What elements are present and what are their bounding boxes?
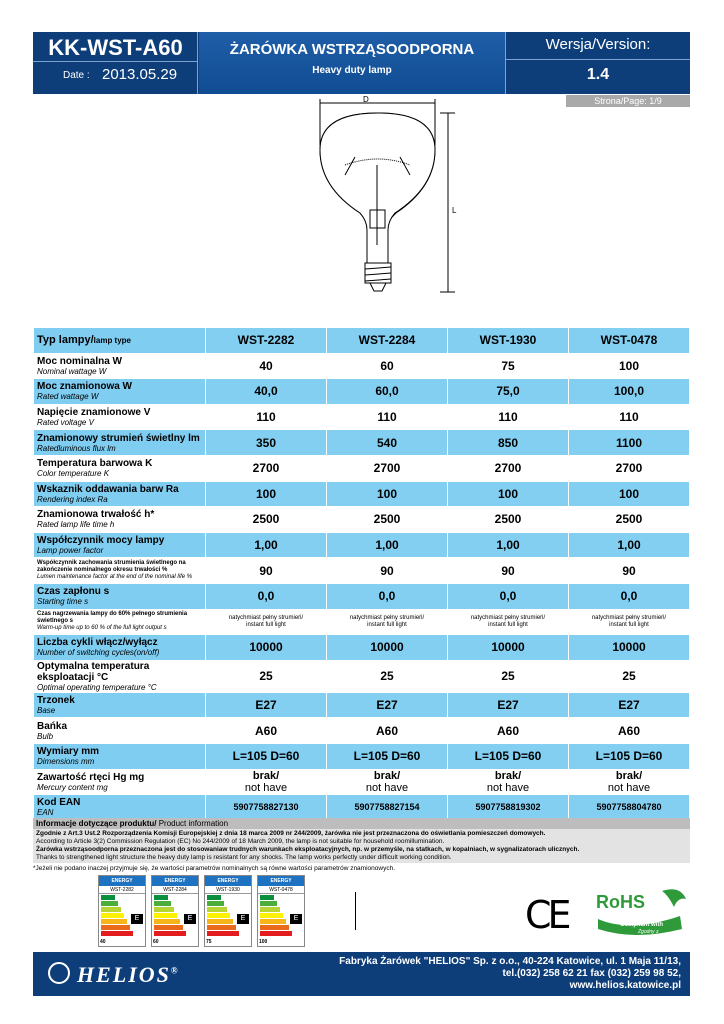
cell-value: 540 xyxy=(327,430,448,456)
cell-value: brak/ not have xyxy=(327,769,448,795)
cell-value: A60 xyxy=(448,718,569,744)
cell-value: 100 xyxy=(206,481,327,507)
row-label: Czas nagrzewania lampy do 60% pełnego strumienia świetlnego s Warm-up time up to 60 % of the full light output s xyxy=(34,609,206,635)
company-website: www.helios.katowice.pl xyxy=(569,980,681,991)
cell-value: 90 xyxy=(448,558,569,584)
cell-value: L=105 D=60 xyxy=(448,743,569,769)
cell-value: L=105 D=60 xyxy=(206,743,327,769)
cell-value: 2700 xyxy=(448,455,569,481)
cell-value: L=105 D=60 xyxy=(327,743,448,769)
cell-value: 110 xyxy=(206,404,327,430)
cell-value: 2500 xyxy=(448,507,569,533)
cell-value: brak/ not have xyxy=(569,769,690,795)
row-label: Wskaznik oddawania barw Ra Rendering index Ra xyxy=(34,481,206,507)
separator-line xyxy=(355,892,356,930)
table-row xyxy=(34,532,690,558)
page-number: Strona/Page: 1/9 xyxy=(566,95,690,107)
cell-value: 2700 xyxy=(206,455,327,481)
row-label: Moc nominalna W Nominal wattage W xyxy=(34,353,206,379)
row-label: Optymalna temperatura eksploatacji °C Optimal operating temperature °C xyxy=(34,660,206,692)
cell-value: L=105 D=60 xyxy=(569,743,690,769)
company-footer xyxy=(33,952,690,996)
row-label: Znamionowy strumień świetlny lm Ratedluminous flux lm xyxy=(34,430,206,456)
energy-label: ENERGY WST-2282 E 40 xyxy=(98,875,146,947)
cell-value: 2500 xyxy=(569,507,690,533)
cell-value: 100 xyxy=(448,481,569,507)
col-header: WST-2284 xyxy=(327,328,448,354)
footnote: *Jeżeli nie podano inaczej przyjmuje się, że wartości parametrów nominalnych są równe wartości parametrów znamionowych. xyxy=(33,865,395,872)
table-row xyxy=(34,404,690,430)
cell-value: 25 xyxy=(569,660,690,692)
cell-value: natychmiast pełny strumień/ instant full light xyxy=(206,609,327,635)
row-label: Wymiary mm Dimensions mm xyxy=(34,743,206,769)
header-left-block xyxy=(33,32,198,94)
cell-value: 25 xyxy=(206,660,327,692)
cell-value: 850 xyxy=(448,430,569,456)
cell-value: natychmiast pełny strumień/ instant full light xyxy=(327,609,448,635)
cell-value: 1100 xyxy=(569,430,690,456)
cell-value: 2500 xyxy=(327,507,448,533)
cell-value: 100,0 xyxy=(569,379,690,405)
cell-value: 40 xyxy=(206,353,327,379)
row-label: Czas zapłonu s Starting time s xyxy=(34,583,206,609)
cell-value: 110 xyxy=(327,404,448,430)
version-label: Wersja/Version: xyxy=(506,36,690,60)
table-row xyxy=(34,558,690,584)
cell-value: 10000 xyxy=(569,635,690,661)
table-row xyxy=(34,718,690,744)
cell-value: 60 xyxy=(327,353,448,379)
cell-value: 100 xyxy=(569,481,690,507)
cell-value: 0,0 xyxy=(448,583,569,609)
table-row xyxy=(34,481,690,507)
cell-value: 350 xyxy=(206,430,327,456)
table-row xyxy=(34,743,690,769)
cell-value: 100 xyxy=(327,481,448,507)
row-label: Bańka Bulb xyxy=(34,718,206,744)
cell-value: 5907758827130 xyxy=(206,795,327,821)
cell-value: 90 xyxy=(569,558,690,584)
cell-value: E27 xyxy=(448,692,569,718)
date-label: Date : xyxy=(63,70,90,81)
cell-value: 2700 xyxy=(569,455,690,481)
row-label: Znamionowa trwałość h* Rated lamp life time h xyxy=(34,507,206,533)
row-label: Trzonek Base xyxy=(34,692,206,718)
table-row xyxy=(34,635,690,661)
energy-label: ENERGY WST-1930 E 75 xyxy=(204,875,252,947)
table-row xyxy=(34,430,690,456)
cell-value: 1,00 xyxy=(327,532,448,558)
cell-value: E27 xyxy=(206,692,327,718)
cell-value: 10000 xyxy=(206,635,327,661)
cell-value: 90 xyxy=(206,558,327,584)
row-label: Współczynnik mocy lampy Lamp power factor xyxy=(34,532,206,558)
table-row xyxy=(34,769,690,795)
table-row xyxy=(34,353,690,379)
row-label: Moc znamionowa W Rated wattage W xyxy=(34,379,206,405)
cell-value: 5907758827154 xyxy=(327,795,448,821)
header-title-block xyxy=(199,32,505,94)
cell-value: E27 xyxy=(327,692,448,718)
cell-value: 110 xyxy=(448,404,569,430)
table-row xyxy=(34,455,690,481)
table-row xyxy=(34,692,690,718)
row-label: Napięcie znamionowe V Rated voltage V xyxy=(34,404,206,430)
table-row xyxy=(34,507,690,533)
company-address: Fabryka Żarówek "HELIOS" Sp. z o.o., 40-224 Katowice, ul. 1 Maja 11/13, tel.(032) 258 62 21 fax (032) 259 98 52, www.helios.katowice.pl xyxy=(283,956,681,992)
rohs-text: RoHS xyxy=(596,892,645,912)
product-code: KK-WST-A60 xyxy=(33,34,198,62)
table-row xyxy=(34,795,690,821)
row-label: Temperatura barwowa K Color temperature K xyxy=(34,455,206,481)
col-header: WST-2282 xyxy=(206,328,327,354)
cell-value: 0,0 xyxy=(569,583,690,609)
product-info-heading: Informacje dotyczące produktu/ Product information xyxy=(33,818,690,829)
dimension-d-label: D xyxy=(363,95,369,104)
ce-mark: CE xyxy=(525,893,568,937)
lamp-type-header: Typ lampy/lamp type xyxy=(34,328,206,354)
cell-value: 110 xyxy=(569,404,690,430)
energy-label: ENERGY WST-0478 E 100 xyxy=(257,875,305,947)
cell-value: 100 xyxy=(569,353,690,379)
document-header xyxy=(33,32,690,94)
cell-value: 40,0 xyxy=(206,379,327,405)
cell-value: 5907758804780 xyxy=(569,795,690,821)
table-row xyxy=(34,660,690,692)
table-row xyxy=(34,583,690,609)
cell-value: 25 xyxy=(448,660,569,692)
col-header: WST-0478 xyxy=(569,328,690,354)
cell-value: 1,00 xyxy=(206,532,327,558)
cell-value: 75 xyxy=(448,353,569,379)
cell-value: natychmiast pełny strumień/ instant full light xyxy=(448,609,569,635)
cell-value: 1,00 xyxy=(569,532,690,558)
helios-logo: HELIOS® xyxy=(77,962,180,987)
cell-value: 10000 xyxy=(448,635,569,661)
row-label: Liczba cykli włącz/wyłącz Number of switching cycles(on/off) xyxy=(34,635,206,661)
cell-value: 25 xyxy=(327,660,448,692)
cell-value: 60,0 xyxy=(327,379,448,405)
lamp-dimension-drawing xyxy=(290,95,490,295)
version-value: 1.4 xyxy=(586,66,610,83)
specification-table xyxy=(33,327,690,821)
cell-value: A60 xyxy=(327,718,448,744)
dimension-l-label: L xyxy=(452,206,457,215)
cell-value: 2500 xyxy=(206,507,327,533)
header-version-block xyxy=(505,32,690,94)
row-label: Kod EAN EAN xyxy=(34,795,206,821)
cell-value: 75,0 xyxy=(448,379,569,405)
svg-text:Zgodny z: Zgodny z xyxy=(638,929,659,935)
cell-value: 0,0 xyxy=(206,583,327,609)
product-info-body: Zgodnie z Art.3 Ust.2 Rozporządzenia Komisji Europejskiej z dnia 18 marca 2009 nr 244/2009, żarówka nie jest przeznaczona do oświetlania pomieszczeń domowych. According to Article 3(2) Commission Regulation (EC) No 244/2009 of 18 March 2009, the lamp is not suitable for household roomillumination. Żarówka wstrząsoodporna przeznaczona jest do stosowaniaw trudnych warunkach eksploatacyjnych, np. w przemyśle, na statkach, w kopalniach, w sygnalizatorach ulicznych. Thanks to strengthened light structure the heavy duty lamp is resistant for any shocks. The lamp works perfectly under difficult working condition. xyxy=(33,829,690,863)
cell-value: 1,00 xyxy=(448,532,569,558)
energy-label: ENERGY WST-2284 E 60 xyxy=(151,875,199,947)
rohs-logo xyxy=(590,881,690,936)
table-row xyxy=(34,379,690,405)
col-header: WST-1930 xyxy=(448,328,569,354)
cell-value: 0,0 xyxy=(327,583,448,609)
table-row xyxy=(34,609,690,635)
cell-value: 10000 xyxy=(327,635,448,661)
cell-value: natychmiast pełny strumień/ instant full light xyxy=(569,609,690,635)
document-subtitle: Heavy duty lamp xyxy=(312,65,392,76)
cell-value: brak/ not have xyxy=(448,769,569,795)
cell-value: brak/ not have xyxy=(206,769,327,795)
cell-value: E27 xyxy=(569,692,690,718)
row-label: Współczynnik zachowania strumienia świetlnego na zakończenie nominalnego okresu trwałości % Lumen maintenance factor at the end of the nominal life % xyxy=(34,558,206,584)
cell-value: 5907758819302 xyxy=(448,795,569,821)
cell-value: A60 xyxy=(569,718,690,744)
date-value: 2013.05.29 xyxy=(102,66,178,83)
cell-value: A60 xyxy=(206,718,327,744)
cell-value: 90 xyxy=(327,558,448,584)
row-label: Zawartość rtęci Hg mg Mercury content mg xyxy=(34,769,206,795)
svg-text:Compliant with: Compliant with xyxy=(620,922,663,928)
table-header-row xyxy=(34,328,690,354)
document-title: ŻARÓWKA WSTRZĄSOODPORNA xyxy=(229,41,475,58)
cell-value: 2700 xyxy=(327,455,448,481)
